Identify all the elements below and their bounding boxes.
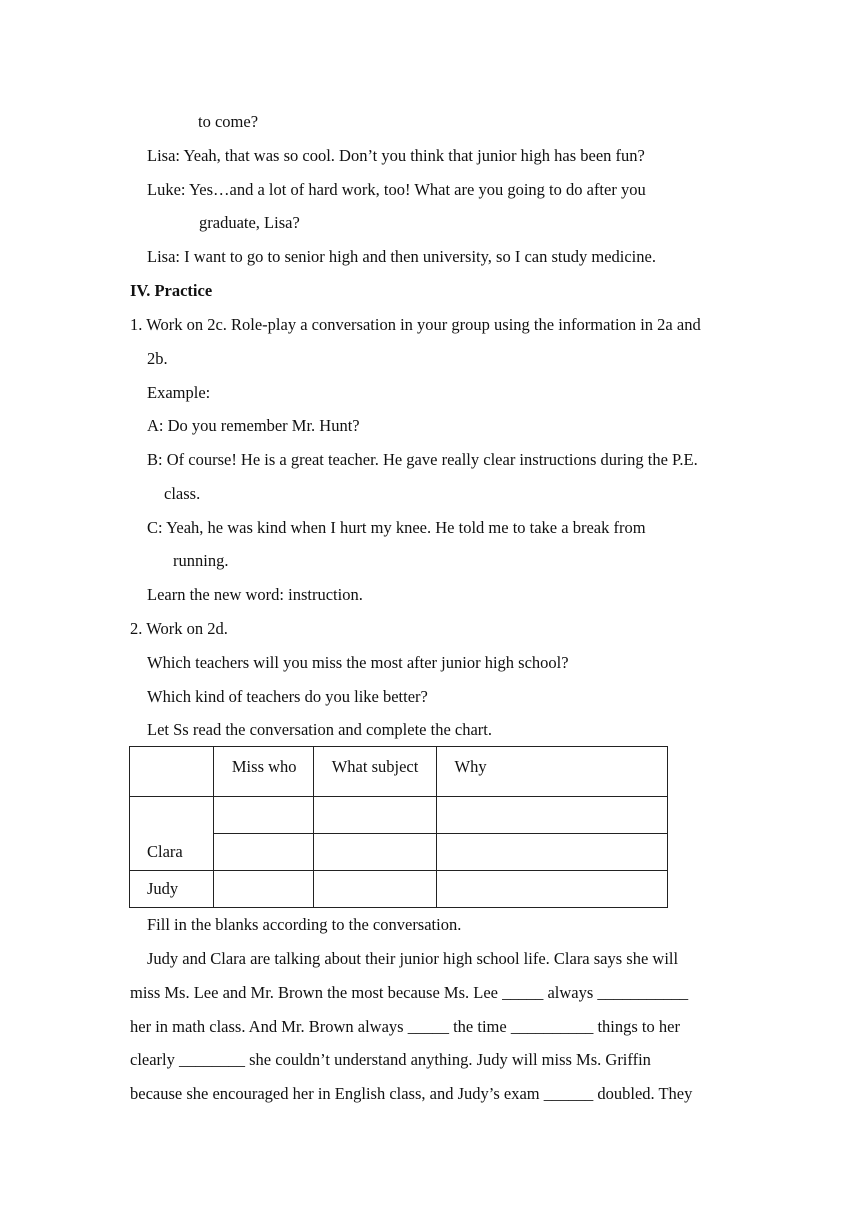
table-cell	[436, 834, 667, 871]
practice-item-continued: 2b.	[147, 349, 168, 368]
example-line: B: Of course! He is a great teacher. He gave really clear instructions during the P.E.	[147, 450, 698, 469]
dialogue-line: Luke: Yes…and a lot of hard work, too! What are you going to do after you	[147, 180, 646, 199]
instruction-line: Let Ss read the conversation and complete the chart.	[147, 720, 492, 739]
example-line: C: Yeah, he was kind when I hurt my knee. He told me to take a break from	[147, 518, 646, 537]
example-line: running.	[173, 551, 229, 570]
instruction-line: Learn the new word: instruction.	[147, 585, 363, 604]
table-row-label: Clara	[130, 797, 214, 871]
table-header-cell	[130, 747, 214, 797]
table-cell	[313, 797, 436, 834]
table-cell	[213, 797, 313, 834]
passage-line: clearly ________ she couldn’t understand anything. Judy will miss Ms. Griffin	[130, 1050, 651, 1069]
table-header-cell: What subject	[313, 747, 436, 797]
table-cell	[436, 871, 667, 908]
table-row	[130, 871, 668, 908]
passage-line: Judy and Clara are talking about their junior high school life. Clara says she will	[147, 949, 679, 968]
table-row	[130, 797, 668, 834]
section-heading: IV. Practice	[130, 281, 213, 300]
example-line: class.	[164, 484, 201, 503]
question-line: Which teachers will you miss the most after junior high school?	[147, 653, 569, 672]
dialogue-line: graduate, Lisa?	[199, 213, 300, 232]
dialogue-line: to come?	[198, 112, 259, 131]
table-cell	[313, 871, 436, 908]
table-cell	[213, 834, 313, 871]
passage-line: miss Ms. Lee and Mr. Brown the most because Ms. Lee _____ always ___________	[130, 983, 689, 1002]
table-header-row	[130, 747, 668, 797]
passage-line: because she encouraged her in English class, and Judy’s exam ______ doubled. They	[130, 1084, 693, 1103]
table-row-label: Judy	[130, 871, 214, 908]
dialogue-line: Lisa: Yeah, that was so cool. Don’t you think that junior high has been fun?	[147, 146, 645, 165]
table-cell	[436, 797, 667, 834]
chart-table	[129, 746, 668, 908]
table-cell	[313, 834, 436, 871]
table-cell	[213, 871, 313, 908]
instruction-line: Fill in the blanks according to the conversation.	[147, 915, 462, 934]
practice-item: 1. Work on 2c. Role-play a conversation in your group using the information in 2a and	[130, 315, 701, 334]
dialogue-line: Lisa: I want to go to senior high and then university, so I can study medicine.	[147, 247, 656, 266]
example-line: A: Do you remember Mr. Hunt?	[147, 416, 360, 435]
question-line: Which kind of teachers do you like better?	[147, 687, 428, 706]
example-label: Example:	[147, 383, 211, 402]
passage-line: her in math class. And Mr. Brown always _____ the time __________ things to her	[130, 1017, 680, 1036]
table-header-cell: Miss who	[213, 747, 313, 797]
practice-item: 2. Work on 2d.	[130, 619, 228, 638]
table-header-cell: Why	[436, 747, 667, 797]
